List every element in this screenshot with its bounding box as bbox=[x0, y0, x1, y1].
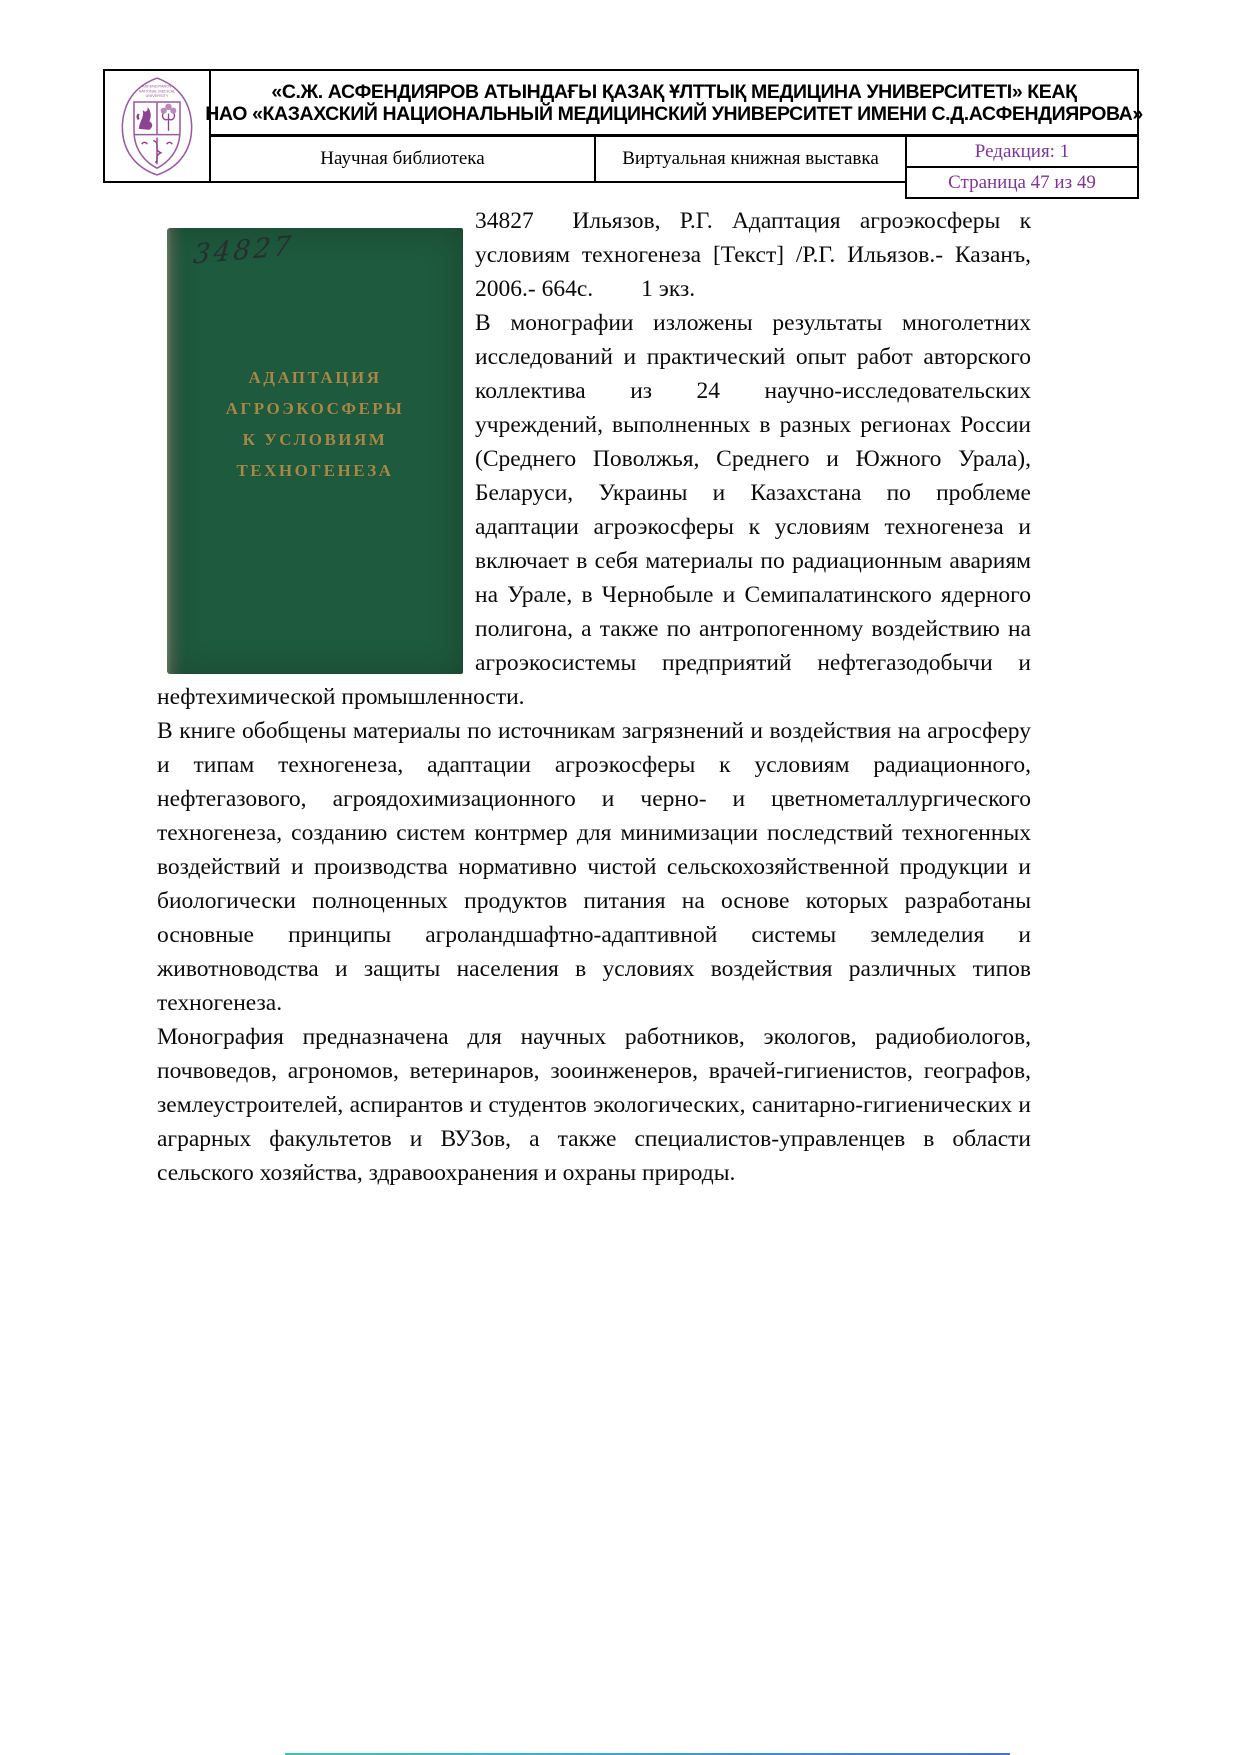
copies-count: 1 экз. bbox=[641, 276, 696, 302]
book-annotation bbox=[157, 204, 1037, 1190]
call-number: 34827 bbox=[191, 230, 296, 271]
header-department: Научная библиотека bbox=[211, 137, 596, 181]
crest-tree-icon bbox=[161, 104, 177, 131]
cover-title-line-1: АДАПТАЦИЯ bbox=[248, 368, 382, 387]
cover-title bbox=[167, 362, 463, 486]
header-document-type: Виртуальная книжная выставка bbox=[596, 137, 907, 181]
page-indicator: Страница 47 из 49 bbox=[905, 166, 1139, 199]
crest-lion-icon bbox=[136, 107, 152, 130]
university-crest-icon bbox=[111, 74, 203, 178]
cover-title-line-3: К УСЛОВИЯМ ТЕХНОГЕНЕЗА bbox=[236, 430, 394, 480]
svg-text:UNIVERSITY: UNIVERSITY bbox=[145, 94, 169, 99]
annotation-paragraph-1: В монографии изложены результаты многолетних исследований и практический опыт работ авторского коллектива из 24 научно-исследовательских учреждений, выполненных в разных регионах России (Среднего Поволжья, Среднего и Южного Урала), Беларуси, Украины и Казахстана по проблеме адаптации агроэкосферы к условиям техногенеза и включает в себя материалы по радиационным авариям на Урале, в Чернобыле и Семипалатинского ядерного полигона, а также по антропогенному воздействию на агроэкосистемы предприятий нефтегазодобычи и нефтехимической промышленности. bbox=[157, 310, 1031, 710]
university-title bbox=[205, 71, 1143, 137]
header-right bbox=[205, 71, 1143, 193]
header-revision-block bbox=[907, 137, 1137, 193]
catalog-entry-text: 34827 Ильязов, Р.Г. Адаптация агроэкосферы к условиям техногенеза [Текст] /Р.Г. Ильязов.- Казанъ, 2006.- 664с. bbox=[475, 208, 1037, 302]
book-cover bbox=[167, 228, 463, 674]
header-meta-row bbox=[211, 137, 1137, 193]
crest-caption bbox=[139, 85, 176, 99]
svg-text:ASFENDIYAROV: ASFENDIYAROV bbox=[142, 84, 172, 89]
document-header bbox=[103, 69, 1143, 193]
university-title-ru: НАО «КАЗАХСКИЙ НАЦИОНАЛЬНЫЙ МЕДИЦИНСКИЙ УНИВЕРСИТЕТ ИМЕНИ С.Д.АСФЕНДИЯРОВА» bbox=[205, 102, 1143, 125]
annotation-paragraph-2: В книге обобщены материалы по источникам загрязнений и воздействия на агросферу и типам техногенеза, адаптации агроэкосферы к условиям радиационного, нефтегазового, агроядохимизационного и черно- и цветнометаллургического техногенеза, созданию систем контрмер для минимизации последствий техногенных воздействий и производства нормативно чистой сельскохозяйственной продукции и биологически полноценных продуктов питания на основе которых разработаны основные принципы агроландшафтно-адаптивной системы земледелия и животноводства и защиты населения в условиях воздействия различных типов техногенеза. bbox=[157, 718, 1031, 1016]
logo-cell bbox=[105, 71, 211, 181]
university-title-kk: «С.Ж. АСФЕНДИЯРОВ АТЫНДАҒЫ ҚАЗАҚ ҰЛТТЫҚ МЕДИЦИНА УНИВЕРСИТЕТІ» КЕАҚ bbox=[271, 80, 1077, 103]
svg-text:NATIONAL MEDICAL: NATIONAL MEDICAL bbox=[138, 89, 176, 94]
annotation-paragraph-3: Монография предназначена для научных работников, экологов, радиобиологов, почвоведов, агрономов, ветеринаров, зооинженеров, врачей-гигиенистов, географов, землеустроителей, аспирантов и студентов экологических, санитарно-гигиенических и аграрных факультетов и ВУЗов, а также специалистов-управленцев в области сельского хозяйства, здравоохранения и охраны природы. bbox=[157, 1024, 1031, 1186]
book-cover-image bbox=[157, 206, 463, 674]
cover-title-line-2: АГРОЭКОСФЕРЫ bbox=[225, 399, 405, 418]
revision-label: Редакция: 1 bbox=[974, 140, 1070, 162]
